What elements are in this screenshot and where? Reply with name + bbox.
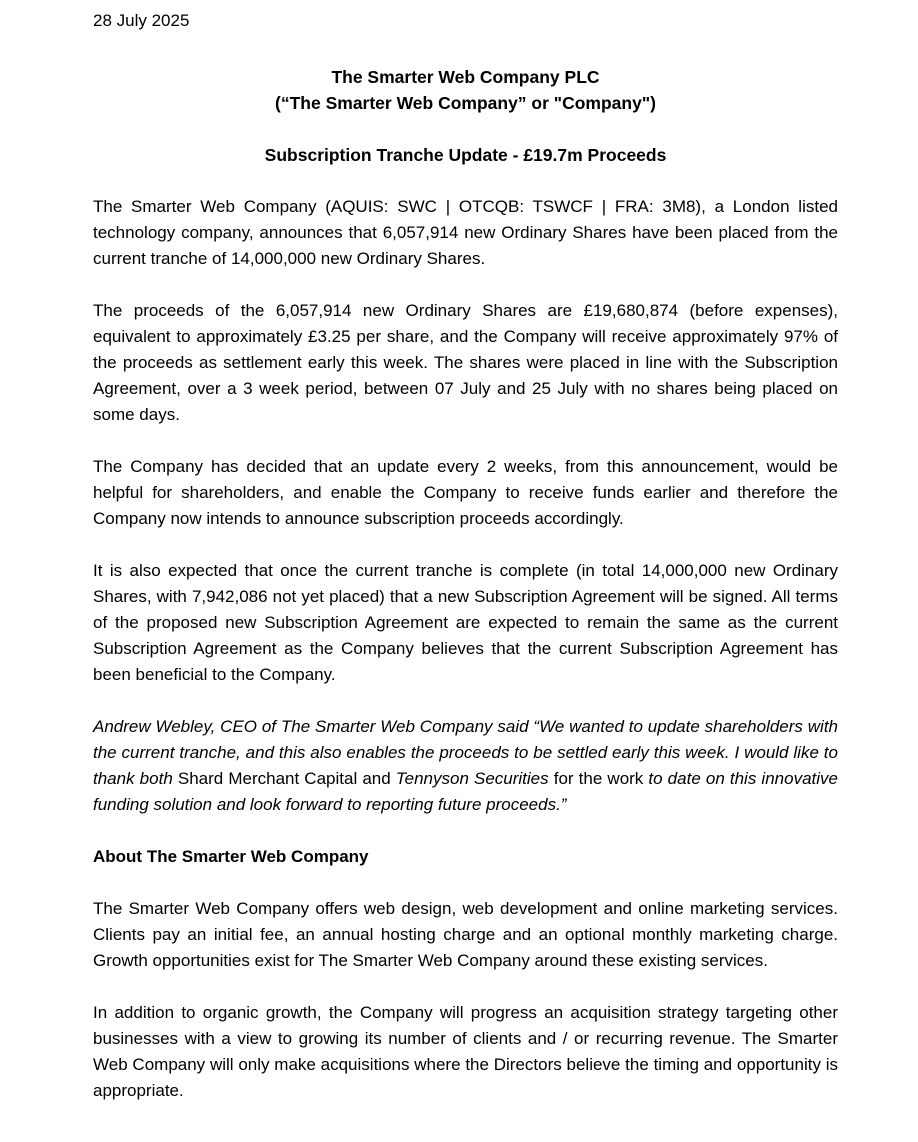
spacer-before-subtitle — [93, 116, 838, 142]
document-subtitle: Subscription Tranche Update - £19.7m Proceeds — [264, 145, 667, 165]
paragraph-proceeds-detail: The proceeds of the 6,057,914 new Ordinary Shares are £19,680,874 (before expenses), equivalent to approximately £3.25 per share, and the Company will receive approximately 97% of the proceeds as settlement early this week. The shares were placed in line with the Subscription Agreement, over a 3 week period, between 07 July and 25 July with no shares being placed on some days. — [93, 301, 838, 424]
title-line-company-name: The Smarter Web Company PLC — [331, 67, 600, 87]
quote-segment-shard-merchant-capital: Shard Merchant Capital and — [177, 769, 396, 788]
paragraph-placing-announcement: The Smarter Web Company (AQUIS: SWC | OTCQB: TSWCF | FRA: 3M8), a London listed technology company, announces that 6,057,914 new Ordinary Shares have been placed from the current tranche of 14,000,000 new Ordinary Shares. — [93, 197, 838, 268]
spacer-before-title — [93, 34, 838, 64]
quote-segment-tennyson-securities: Tennyson Securities — [395, 769, 549, 788]
paragraph-ceo-quote — [93, 714, 838, 818]
paragraph-update-frequency: The Company has decided that an update every 2 weeks, from this announcement, would be helpful for shareholders, and enable the Company to receive funds earlier and therefore the Company now intends to announce subscription proceeds accordingly. — [93, 457, 838, 528]
document-content — [93, 0, 838, 1104]
document-date: 28 July 2025 — [93, 11, 190, 30]
paragraph-about-acquisitions: In addition to organic growth, the Company will progress an acquisition strategy targeting other businesses with a view to growing its number of clients and / or recurring revenue. The Smarter Web Company will only make acquisitions where the Directors believe the timing and opportunity is appropriate. — [93, 1003, 838, 1100]
document-title — [93, 64, 838, 116]
quote-segment-closing: to date on this innovative funding solution and look forward to reporting future proceeds.” — [93, 769, 838, 814]
about-section-heading: About The Smarter Web Company — [93, 847, 369, 866]
title-line-company-alias: (“The Smarter Web Company” or "Company") — [275, 93, 656, 113]
paragraph-about-services: The Smarter Web Company offers web design, web development and online marketing services. Clients pay an initial fee, an annual hosting charge and an optional monthly marketing charge. Growth opportunities exist for The Smarter Web Company around these existing services. — [93, 899, 838, 970]
paragraph-new-subscription-agreement: It is also expected that once the current tranche is complete (in total 14,000,000 new Ordinary Shares, with 7,942,086 not yet placed) that a new Subscription Agreement will be signed. All terms of the proposed new Subscription Agreement are expected to remain the same as the current Subscription Agreement as the Company believes that the current Subscription Agreement has been beneficial to the Company. — [93, 561, 838, 684]
quote-segment-opening: Andrew Webley, CEO of The Smarter Web Company said “We wanted to update shareholders with the current tranche, and this also enables the proceeds to be settled early this week. I would like to thank both — [93, 717, 838, 788]
quote-segment-for-the-work: for the work — [548, 769, 649, 788]
spacer-before-body — [93, 168, 838, 194]
